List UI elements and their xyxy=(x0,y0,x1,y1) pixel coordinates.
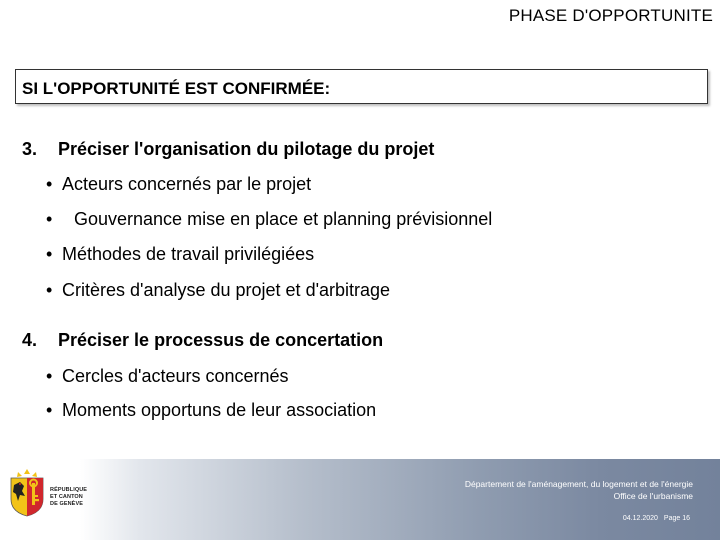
list-item xyxy=(46,244,314,265)
footer-meta xyxy=(623,515,690,522)
logo-line: ET CANTON xyxy=(50,493,83,500)
bullet-icon: • xyxy=(46,366,53,386)
bullet-icon: • xyxy=(46,280,53,300)
condition-heading: SI L'OPPORTUNITÉ EST CONFIRMÉE: xyxy=(22,79,331,98)
footer-office-name: Office de l'urbanisme xyxy=(613,491,693,501)
logo-line: RÉPUBLIQUE xyxy=(50,487,88,493)
section-number: 3. xyxy=(22,139,38,159)
list-item-text: Gouvernance mise en place et planning prévisionnel xyxy=(74,209,493,229)
phase-title: PHASE D'OPPORTUNITE xyxy=(508,6,713,25)
footer-department xyxy=(465,478,693,502)
bullet-icon: • xyxy=(46,174,53,194)
bullet-icon: • xyxy=(46,244,53,264)
list-item xyxy=(46,400,376,421)
bullet-icon: • xyxy=(46,400,53,420)
geneva-coat-of-arms-icon xyxy=(8,469,46,517)
list-item xyxy=(46,366,289,387)
list-item xyxy=(46,209,492,230)
footer-page-number: Page 16 xyxy=(663,515,690,522)
logo-line: DE GENÈVE xyxy=(50,500,83,507)
list-item-text: Méthodes de travail privilégiées xyxy=(62,244,315,264)
list-item-text: Acteurs concernés par le projet xyxy=(62,174,312,194)
condition-box xyxy=(15,69,708,104)
section-3-heading xyxy=(22,139,434,160)
section-title: Préciser le processus de concertation xyxy=(58,330,384,350)
logo-wordmark xyxy=(50,487,87,507)
list-item xyxy=(46,280,390,301)
bullet-icon: • xyxy=(46,209,53,229)
section-title: Préciser l'organisation du pilotage du projet xyxy=(58,139,435,159)
footer-date: 04.12.2020 xyxy=(622,515,658,522)
list-item-text: Critères d'analyse du projet et d'arbitrage xyxy=(62,280,391,300)
list-item xyxy=(46,174,311,195)
footer-department-name: Département de l'aménagement, du logement et de l'énergie xyxy=(464,479,693,489)
section-4-heading xyxy=(22,330,383,351)
list-item-text: Cercles d'acteurs concernés xyxy=(62,366,289,386)
section-number: 4. xyxy=(22,330,38,350)
list-item-text: Moments opportuns de leur association xyxy=(62,400,377,420)
